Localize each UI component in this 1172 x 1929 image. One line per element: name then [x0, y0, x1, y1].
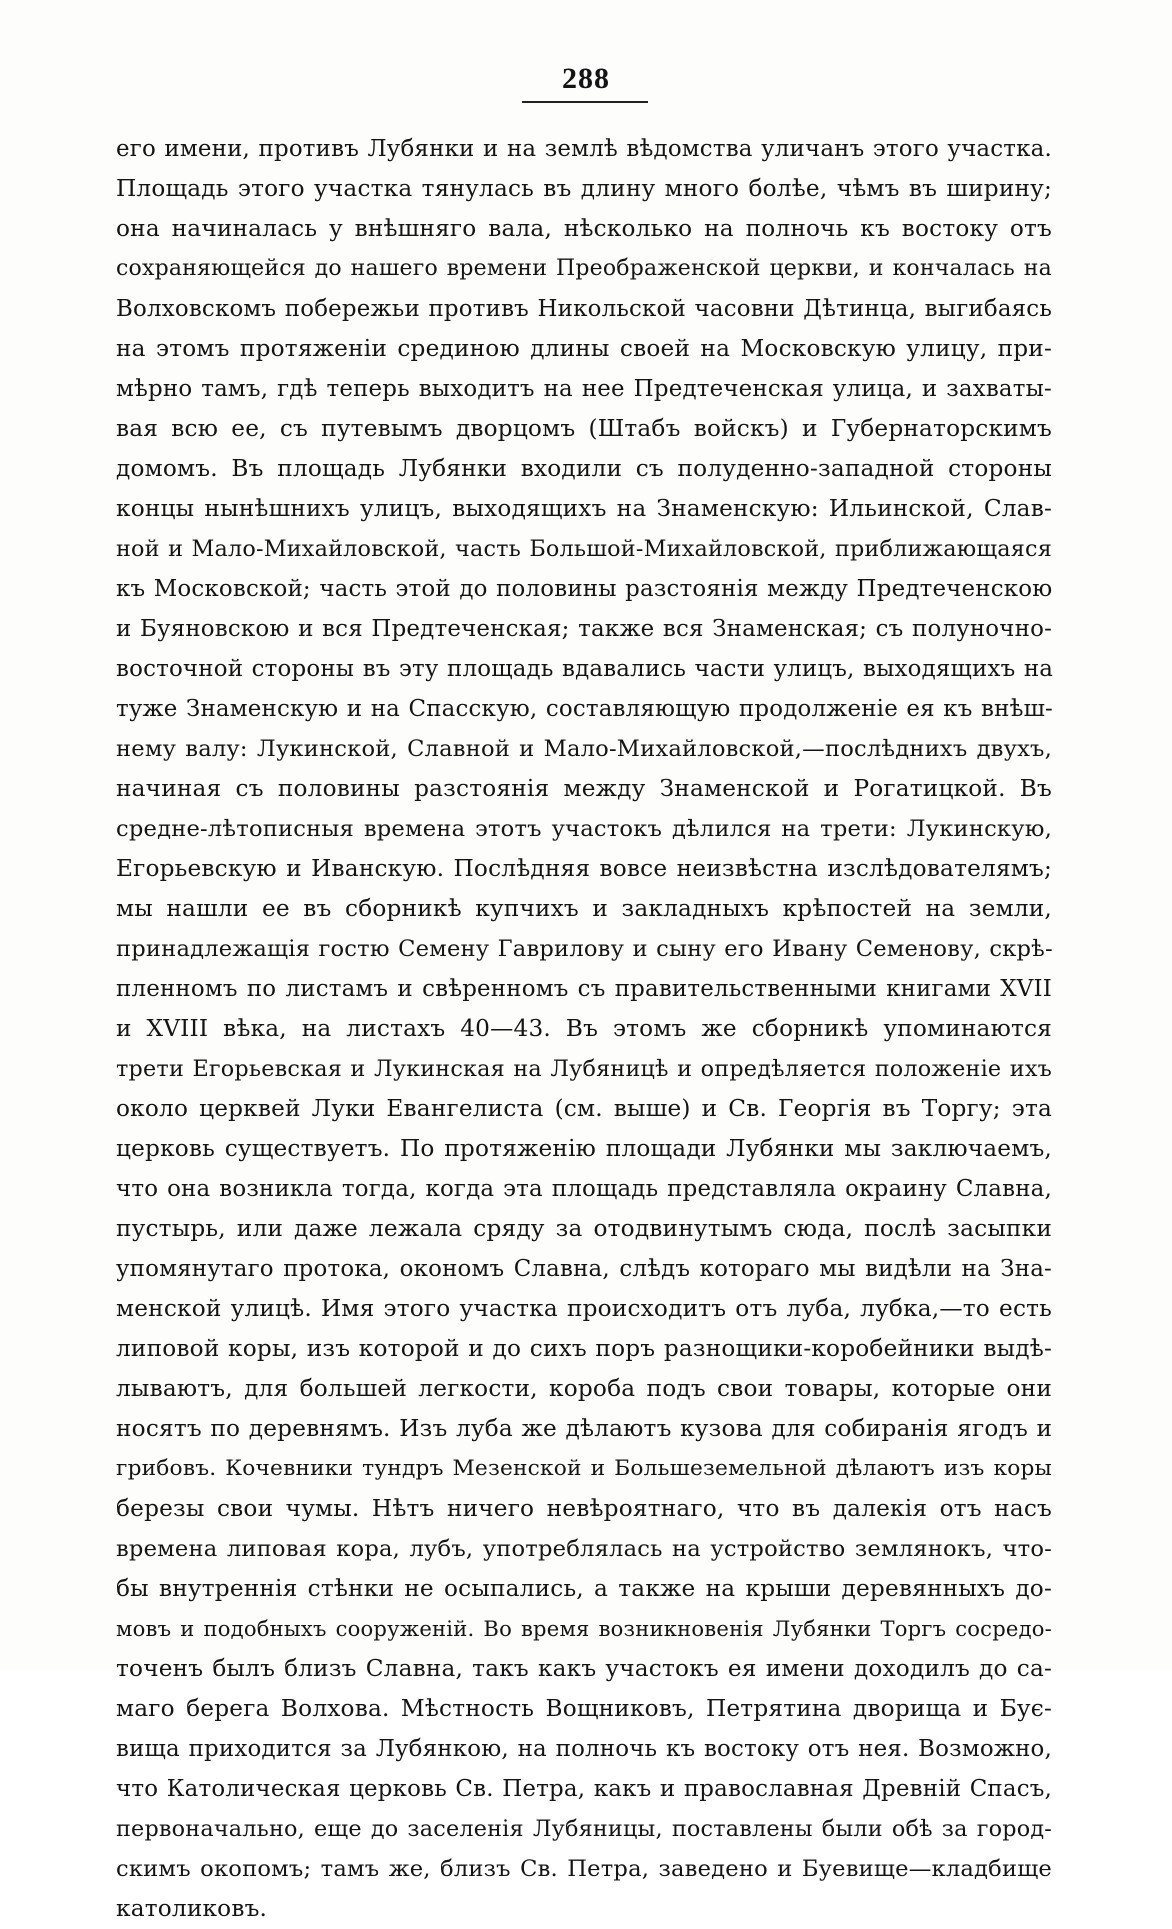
text-line: начиная съ половины разстоянія между Знаменской и Рогатицкой. Въ: [116, 775, 1052, 802]
text-line: мы нашли ее въ сборникѣ купчихъ и закладныхъ крѣпостей на земли,: [116, 895, 1052, 922]
text-line: что Католическая церковь Св. Петра, какъ и православная Древнiй Спасъ,: [116, 1776, 1052, 1802]
text-line: Егорьевскую и Иванскую. Послѣдняя вовсе неизвѣстна изслѣдователямъ;: [116, 855, 1052, 882]
body-text: [116, 129, 1052, 1929]
text-line: мѣрно тамъ, гдѣ теперь выходитъ на нее Предтеченская улица, и захваты-: [116, 376, 1052, 402]
header-rule: [522, 101, 648, 103]
text-line: липовой коры, изъ которой и до сихъ поръ разнощики-коробейники выдѣ-: [116, 1335, 1052, 1362]
text-line: трети Егорьевская и Лукинская на Лубяницѣ и опредѣляется положенiе ихъ: [116, 1056, 1052, 1082]
text-line: и Буяновскою и вся Предтеченская; также вся Знаменская; съ полуночно-: [116, 616, 1052, 642]
text-line: пустырь, или даже лежала сряду за отодвинутымъ сюда, послѣ засыпки: [116, 1215, 1052, 1242]
text-line: времена липовая кора, лубъ, употреблялась на устройство землянокъ, что-: [116, 1536, 1052, 1562]
text-line: восточной стороны въ эту площадь вдавались части улицъ, выходящихъ на: [116, 656, 1054, 682]
text-line: къ Московской; часть этой до половины разстоянія между Предтеченскою: [116, 576, 1053, 602]
text-line: лываютъ, для большей легкости, короба подъ свои товары, которые они: [116, 1375, 1052, 1402]
text-line: Волховскомъ побережьи противъ Никольской часовни Дѣтинца, выгибаясь: [116, 296, 1052, 322]
text-line: бы внутреннія стѣнки не осыпались, а также на крыши деревянныхъ до-: [116, 1575, 1052, 1602]
text-line: концы нынѣшнихъ улицъ, выходящихъ на Знаменскую: Ильинской, Слав-: [116, 495, 1052, 522]
text-line: точенъ былъ близъ Славна, такъ какъ участокъ ея имени доходилъ до са-: [116, 1655, 1052, 1682]
text-line: его имени, противъ Лубянки и на землѣ вѣдомства уличанъ этого участка.: [116, 136, 1052, 162]
text-line: вища приходится за Лубянкою, на полночь къ востоку отъ нея. Возможно,: [116, 1736, 1052, 1762]
text-line: туже Знаменскую и на Спасскую, составляющую продолженiе ея къ внѣш-: [116, 696, 1053, 722]
page-number: 288: [562, 62, 610, 95]
text-line: носятъ по деревнямъ. Изъ луба же дѣлаютъ кузова для собиранія ягодъ и: [116, 1415, 1053, 1442]
text-line: маго берега Волхова. Мѣстность Вощниковъ, Петрятина дворища и Бує-: [116, 1695, 1052, 1722]
text-line: нему валу: Лукинской, Славной и Мало-Михайловской,—послѣднихъ двухъ,: [116, 736, 1052, 762]
text-line: принадлежащія гостю Семену Гаврилову и сыну его Ивану Семенову, скрѣ-: [116, 936, 1053, 962]
text-line: около церквей Луки Евангелиста (см. выше) и Св. Георгія въ Торгу; эта: [116, 1095, 1052, 1122]
text-line: Площадь этого участка тянулась въ длину много болѣе, чѣмъ въ ширину;: [116, 175, 1052, 202]
text-line: мовъ и подобныхъ сооруженiй. Во время возникновенія Лубянки Торгъ сосредо-: [116, 1616, 1052, 1641]
text-line: церковь существуетъ. По протяженiю площади Лубянки мы заключаемъ,: [116, 1135, 1052, 1162]
text-line: сохраняющейся до нашего времени Преображенской церкви, и кончалась на: [116, 256, 1052, 281]
text-line: она начиналась у внѣшняго вала, нѣсколько на полночь къ востоку отъ: [116, 215, 1052, 242]
text-line: средне-лѣтописныя времена этотъ участокъ дѣлился на трети: Лукинскую,: [116, 816, 1052, 842]
text-line: скимъ окопомъ; тамъ же, близъ Св. Петра, заведено и Буевище—кладбище: [116, 1856, 1052, 1882]
text-line: первоначально, еще до заселенія Лубяницы, поставлены были обѣ за город-: [116, 1816, 1052, 1842]
text-line: и XVIII вѣка, на листахъ 40—43. Въ этомъ же сборникѣ упоминаются: [116, 1015, 1052, 1042]
text-line: католиковъ.: [116, 1895, 268, 1922]
text-line: на этомъ протяженiи срединою длины своей на Московскую улицу, при-: [116, 335, 1052, 362]
text-line: домомъ. Въ площадь Лубянки входили съ полуденно-западной стороны: [116, 455, 1052, 482]
text-line: березы свои чумы. Нѣтъ ничего невѣроятнаго, что въ далекія отъ насъ: [116, 1495, 1052, 1522]
text-line: вая всю ее, съ путевымъ дворцомъ (Штабъ войскъ) и Губернаторскимъ: [116, 415, 1052, 442]
text-line: что она возникла тогда, когда эта площадь представляла окраину Славна,: [116, 1176, 1052, 1202]
text-line: грибовъ. Кочевники тундръ Мезенской и Большеземельной дѣлаютъ изъ коры: [116, 1456, 1052, 1481]
text-line: упомянутаго протока, окономъ Славна, слѣдъ котораго мы видѣли на Зна-: [116, 1256, 1052, 1282]
text-line: ной и Мало-Михайловской, часть Большой-Михайловской, приближающаяся: [116, 536, 1052, 562]
text-line: менской улицѣ. Имя этого участка происходитъ отъ луба, лубка,—то есть: [116, 1295, 1052, 1322]
text-line: пленномъ по листамъ и свѣренномъ съ правительственными книгами XVII: [116, 976, 1052, 1002]
